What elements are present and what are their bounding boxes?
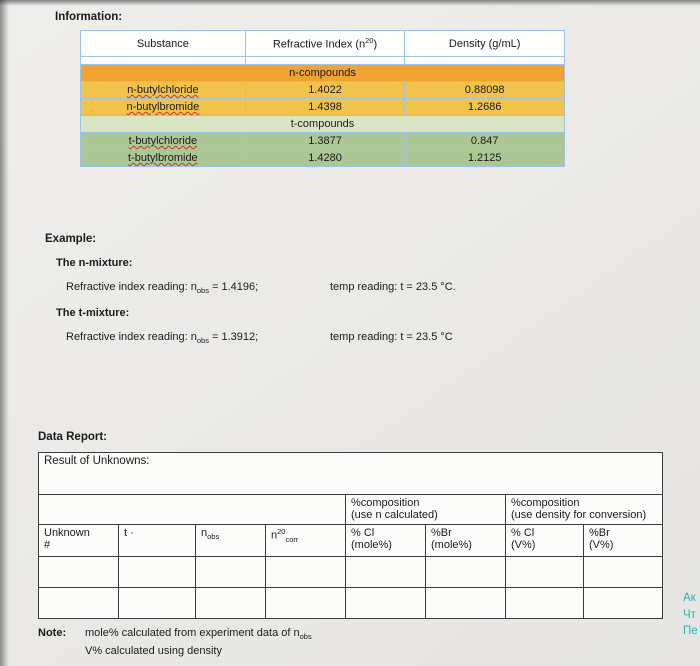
substance-info-table [80, 30, 565, 167]
header-substance-label: Substance [136, 37, 189, 50]
table-row [81, 150, 565, 167]
group-volume-line2: (use density for conversion) [511, 509, 647, 521]
substance-name: t-butylbromide [127, 152, 198, 164]
col-unknown-line1: Unknown [44, 527, 90, 539]
table-row [39, 588, 663, 619]
t-mixture-label: The t-mixture: [56, 307, 130, 319]
cell-ri: 1.4280 [245, 150, 405, 167]
t-reading-text: Refractive index reading: n [66, 331, 197, 343]
table-row [81, 99, 565, 116]
empty-cell [119, 588, 196, 619]
table-row [81, 82, 565, 99]
empty-cell [426, 557, 506, 588]
empty-cell [584, 557, 663, 588]
table-row [81, 133, 565, 150]
left-edge-shadow [0, 0, 9, 666]
empty-cell [584, 588, 663, 619]
col-br-mole-line2: (mole%) [431, 539, 472, 551]
group-mole-line2: (use n calculated) [351, 509, 438, 521]
header-ri-pre: Refractive Index (n [272, 38, 366, 51]
group-header-mole [346, 495, 506, 525]
result-of-unknowns-table [38, 452, 663, 619]
column-header-row [39, 525, 663, 557]
n-mixture-label: The n-mixture: [56, 257, 133, 269]
cell-ri: 1.4022 [245, 82, 405, 99]
empty-cell [346, 588, 426, 619]
note-line2: V% calculated using density [85, 645, 222, 657]
margin-note-fragment: Чт [683, 609, 696, 621]
table-title-row [39, 453, 663, 495]
group-mole-line1: %composition [351, 497, 420, 509]
empty-cell [266, 557, 346, 588]
t-temp-reading: temp reading: t = 23.5 °C [330, 331, 453, 343]
spacer-cell [245, 57, 405, 65]
substance-name: t-butylchloride [128, 135, 198, 147]
note-label: Note: [38, 627, 67, 639]
example-label: Example: [45, 233, 97, 245]
col-nobs [196, 525, 266, 557]
data-report-label: Data Report: [38, 431, 108, 443]
header-refractive-index [245, 31, 405, 57]
col-unknown [39, 525, 119, 557]
n-compounds-section-row [81, 65, 565, 82]
spacer-cell [81, 57, 246, 65]
col-ncorr-sup: 20 [277, 527, 286, 536]
note-line1 [85, 627, 312, 641]
empty-cell [506, 557, 584, 588]
col-cl-volume-line2: (V%) [511, 539, 536, 551]
group-header-row [39, 495, 663, 525]
header-density-label: Density (g/mL) [448, 37, 521, 50]
empty-cell [196, 557, 266, 588]
col-unknown-line2: # [44, 539, 51, 551]
group-volume-line1: %composition [511, 497, 580, 509]
t-reading-value: = 1.3912; [208, 331, 259, 343]
col-nobs-sub: obs [207, 532, 220, 542]
group-header-empty [39, 495, 346, 525]
empty-cell [266, 588, 346, 619]
n-reading-text: Refractive index reading: n [66, 281, 197, 293]
col-cl-mole [346, 525, 426, 557]
col-t: t · [119, 525, 196, 557]
cell-substance [81, 150, 246, 167]
table-header-row [81, 31, 565, 57]
n-reading-line [66, 281, 258, 295]
cell-ri: 1.4398 [245, 99, 405, 116]
col-ncorr [266, 525, 346, 557]
note-line1-text: mole% calculated from experiment data of n [85, 627, 300, 639]
col-cl-volume [506, 525, 584, 557]
col-nobs-pre: n [201, 527, 208, 539]
cell-substance [81, 99, 246, 116]
t-compounds-section-label: t-compounds [81, 116, 565, 133]
t-compounds-section-row [81, 116, 565, 133]
table-row [39, 557, 663, 588]
header-substance [81, 31, 246, 57]
empty-cell [506, 588, 584, 619]
empty-cell [346, 557, 426, 588]
n-temp-reading: temp reading: t = 23.5 °C. [330, 281, 456, 293]
col-br-volume-line1: %Br [589, 527, 610, 539]
margin-note-fragment: Ак [683, 592, 696, 604]
header-ri-close: ) [373, 38, 378, 51]
empty-cell [196, 588, 266, 619]
empty-cell [426, 588, 506, 619]
n-compounds-section-label: n-compounds [81, 65, 565, 82]
col-cl-mole-line2: (mole%) [351, 539, 392, 551]
substance-name: n-butylbromide [126, 101, 200, 113]
col-br-volume-line2: (V%) [589, 539, 614, 551]
header-density [405, 31, 565, 57]
empty-cell [119, 557, 196, 588]
spacer-cell [405, 57, 565, 65]
t-reading-line [66, 331, 258, 345]
col-ncorr-pre: n [271, 529, 278, 542]
cell-ri: 1.3877 [245, 133, 405, 150]
cell-substance [81, 82, 246, 99]
top-edge-shadow [0, 0, 700, 6]
col-br-volume [584, 525, 663, 557]
cell-density: 1.2125 [405, 150, 565, 167]
group-header-volume [506, 495, 663, 525]
cell-density: 1.2686 [405, 99, 565, 116]
cell-substance [81, 133, 246, 150]
col-br-mole-line1: %Br [431, 527, 452, 539]
cell-density: 0.88098 [405, 82, 565, 99]
n-reading-subscript: obs [196, 286, 209, 296]
empty-cell [39, 588, 119, 619]
col-cl-mole-line1: % Cl [351, 527, 375, 539]
header-ri-sup: 20 [365, 36, 374, 46]
table-title: Result of Unknowns: [39, 453, 663, 495]
t-reading-subscript: obs [196, 336, 209, 346]
col-cl-volume-line1: % Cl [511, 527, 535, 539]
empty-cell [39, 557, 119, 588]
n-reading-value: = 1.4196; [208, 281, 259, 293]
col-ncorr-sub: corr [285, 534, 299, 544]
margin-note-fragment: Пе [683, 625, 698, 637]
substance-name: n-butylchloride [127, 84, 199, 96]
information-label: Information: [55, 11, 123, 23]
col-br-mole [426, 525, 506, 557]
cell-density: 0.847 [405, 133, 565, 150]
spacer-row [81, 57, 565, 65]
note-line1-sub: obs [299, 632, 312, 642]
